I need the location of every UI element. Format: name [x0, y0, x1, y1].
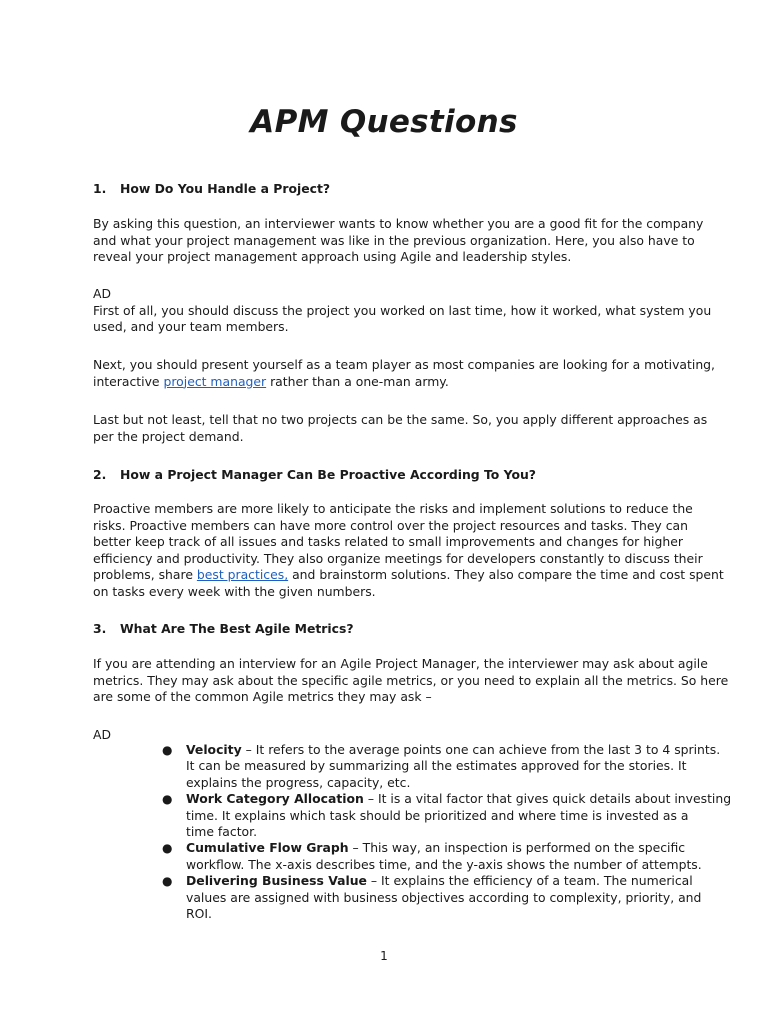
q1-p3-text: interactive [93, 373, 164, 389]
q2-line: efficiency and productivity. They also organize meetings for developers constantly to discuss their [93, 550, 703, 566]
question-1-number: 1. [93, 181, 107, 196]
q3-paragraph-1 [93, 656, 729, 706]
q1-p2-line: First of all, you should discuss the project you worked on last time, how it worked, what system you [93, 302, 712, 318]
q1-p2-line: used, and your team members. [93, 319, 289, 335]
question-1-heading [93, 181, 330, 197]
q1-p1-line: reveal your project management approach using Agile and leadership styles. [93, 249, 572, 265]
question-2-text: How a Project Manager Can Be Proactive According To You? [120, 467, 536, 482]
q1-p4-line: Last but not least, tell that no two projects can be the same. So, you apply different approaches as [93, 412, 708, 427]
q3-p1-line: If you are attending an interview for an Agile Project Manager, the interviewer may ask about agile [93, 656, 708, 671]
q2-paragraph [93, 501, 724, 601]
question-3-number: 3. [93, 621, 107, 636]
question-2-number: 2. [93, 467, 107, 482]
bullet-line [186, 791, 732, 807]
bullet-icon: ● [162, 792, 173, 807]
q2-line: risks. Proactive members can have more control over the project resources and tasks. They can [93, 517, 688, 533]
bullet-line: ROI. [186, 906, 212, 922]
question-2-heading [93, 467, 536, 483]
q2-line: better keep track of all issues and tasks related to small improvements and changes for higher [93, 534, 683, 550]
q3-p1-line: metrics. They may ask about the specific agile metrics, or you need to explain all the metrics. So here [93, 672, 729, 688]
bullet-term: Velocity [186, 742, 242, 757]
best-practices-link[interactable]: best practices, [196, 567, 289, 583]
bullet-icon: ● [162, 874, 173, 889]
bullet-line: explains the progress, capacity, etc. [186, 774, 411, 790]
bullet-icon: ● [162, 841, 173, 856]
question-1-text: How Do You Handle a Project? [120, 181, 331, 196]
q1-p3-line [93, 374, 683, 391]
bullet-text: – This way, an inspection is performed on the specific [348, 840, 686, 856]
question-3-text: What Are The Best Agile Metrics? [120, 621, 354, 636]
q1-ad-block [93, 286, 712, 336]
list-item [160, 742, 721, 791]
q2-line: on tasks every week with the given numbers. [93, 583, 376, 599]
project-manager-link[interactable]: project manager [163, 373, 267, 389]
q1-p3-line: Next, you should present yourself as a team player as most companies are looking for a motivating, [93, 357, 715, 372]
q2-line [93, 567, 724, 584]
ad-label: AD [93, 727, 112, 742]
bullet-text: – It explains the efficiency of a team. The numerical [366, 873, 693, 889]
ad-label: AD [93, 286, 112, 301]
bullet-line: time factor. [186, 824, 258, 840]
agile-metrics-list [160, 742, 732, 922]
bullet-term: Cumulative Flow Graph [186, 840, 349, 856]
bullet-term: Delivering Business Value [186, 873, 367, 889]
list-item [160, 791, 732, 840]
q2-text: problems, share [93, 567, 197, 583]
q3-p1-line: are some of the common Agile metrics they may ask – [93, 689, 432, 705]
list-item [160, 840, 702, 873]
bullet-line [186, 873, 693, 889]
q1-p4-line: per the project demand. [93, 428, 244, 444]
q2-line: Proactive members are more likely to anticipate the risks and implement solutions to reduce the [93, 501, 693, 516]
bullet-line: time. It explains which task should be prioritized and where time is invested as a [186, 807, 689, 823]
bullet-line: workflow. The x-axis describes time, and the y-axis shows the number of attempts. [186, 856, 702, 872]
question-3-heading [93, 621, 354, 637]
list-item [160, 873, 702, 922]
bullet-text: – It is a vital factor that gives quick details about investing [363, 791, 732, 807]
page-number: 1 [380, 949, 388, 963]
q2-text: and brainstorm solutions. They also compare the time and cost spent [288, 567, 724, 583]
page-title: APM Questions [250, 104, 518, 140]
bullet-line [186, 742, 721, 758]
bullet-line: values are assigned with business objectives according to complexity, priority, and [186, 889, 702, 905]
bullet-line: It can be measured by summarizing all the estimates approved for the stories. It [186, 758, 687, 774]
bullet-line [186, 840, 686, 856]
q1-paragraph-3 [93, 357, 715, 390]
bullet-text: – It refers to the average points one can achieve from the last 3 to 4 sprints. [241, 742, 721, 757]
q1-paragraph-4 [93, 412, 708, 445]
q1-p3-text: rather than a one-man army. [266, 373, 449, 389]
bullet-icon: ● [162, 743, 173, 757]
q1-p1-line: and what your project management was like in the previous organization. Here, you also have to [93, 232, 695, 248]
q1-p1-line: By asking this question, an interviewer wants to know whether you are a good fit for the company [93, 216, 704, 231]
bullet-term: Work Category Allocation [186, 791, 364, 807]
q1-paragraph-1 [93, 216, 704, 266]
